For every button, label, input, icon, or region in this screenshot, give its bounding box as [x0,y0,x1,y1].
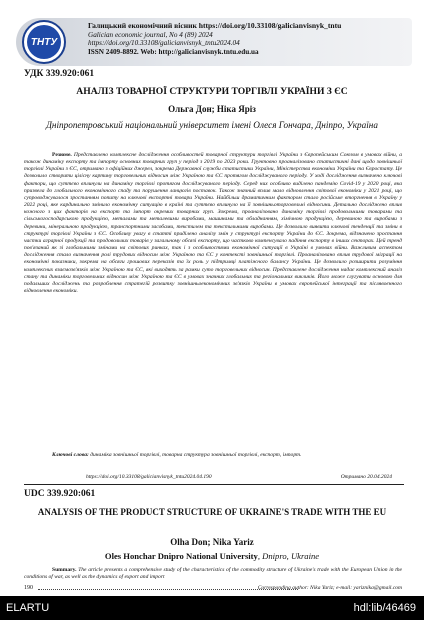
corresponding-author: Corresponding author: Nika Yariz; e-mail: yariznika@gmail.com [257,585,402,591]
ua-keywords [24,452,402,459]
en-title: ANALYSIS OF THE PRODUCT STRUCTURE OF UKRAINE'S TRADE WITH THE EU [37,507,387,517]
doi-line [24,474,402,482]
ua-title: АНАЛІЗ ТОВАРНОЇ СТРУКТУРИ ТОРГІВЛІ УКРАЇНИ З ЄС [76,86,348,97]
logo-mark: ТНТУ [27,25,61,59]
journal-logo [22,20,66,64]
udk-code: УДК 339.920:061 [24,69,95,79]
en-summary [24,567,402,581]
article-doi[interactable]: https://doi.org/10.33108/galicianvisnyk_tntu2024.04.190 [86,474,212,480]
abstract-label: Резюме. [52,152,72,158]
keywords-text: динаміка зовнішньої торгівлі, товарна структура зовнішньої торгівлі, експорт, імпорт. [90,452,302,458]
en-authors: Olha Don; Nika Yariz [170,537,254,547]
header-line-3[interactable]: https://doi.org/10.33108/galicianvisnyk_tntu2024.04 [88,39,240,48]
udc-code: UDC 339.920:061 [24,489,96,499]
page-footer [24,585,402,593]
en-affiliation [0,551,424,561]
ua-affiliation: Дніпропетровський національний університет імені Олеся Гончара, Дніпро, Україна [46,120,378,130]
handle-id: hdl:lib/46469 [353,602,416,614]
keywords-label: Ключові слова: [52,452,89,458]
en-affiliation-university: Oles Honchar Dnipro National University [104,551,258,561]
journal-header-text [88,22,408,56]
page-number: 190 [24,585,33,591]
repository-name: ELARTU [6,602,50,614]
summary-text: The article presents a comprehensive study of the characteristics of the commodity structure of Ukraine's trade with the European Union in the conditions of war, as well as the dynamics of export and import [24,567,402,581]
en-affiliation-place: , Dnipro, Ukraine [257,551,320,561]
section-divider [24,484,404,485]
ua-abstract [24,152,402,295]
summary-label: Summary. [52,567,77,573]
received-date: Отримано 20.04.2024 [340,474,392,480]
header-line-2: Galician economic journal, No 4 (89) 2024 [88,30,213,39]
bottom-bar [0,596,424,620]
abstract-text: Представлено комплексне дослідження особливостей товарної структури торгівлі України з Європейським Союзом в умовах війни, а також динаміку експорту та імпорту основних товарних груп у період з 2019 по 2023 роки. Грунтовно проаналізовано статистичні дані щодо зовнішньої торгівлі України з ЄС, отримано з офіційних джерел, зокрема Державної служби статистики України, Міністерства економіки України та Євростату. Це дозволило створити цілісну картину торговельних відносин між Україною та ЄС протягом досліджуваного періоду. У ході дослідження визначено ключові фактори, що суттєво вплинули на динаміку торгівлі протягом досліджуваного періоду. Серед них особливо виділено пандемію Covid-19 у 2020 році, яка призвела до глобального економічного спаду та порушення ланцюгів поставок. Також значний вплив мало відновлення світової економіки у 2021 році, що супроводжувалося зростанням попиту на ключові експортні товари України. Найбільш драматичним фактором стало російське вторгнення в Україну у 2022 році, яке кардинально змінило економічну ситуацію в країні та суттєво вплинуло на її зовнішньоторговельні відносини. Детально досліджено вплив кожного з цих факторів на експорт та імпорт окремих товарних груп. Зокрема, проаналізовано динаміку торгівлі продовольчими товарами та сільськогосподарською продукцією, металами та металевими виробами, машинами та обладнанням, хімічною продукцією, деревиною та виробами з деревини, мінеральною продукцією, транспортними засобами, текстилем та текстильними виробами. Це дозволило виявити ключові тенденції та зміни в структурі торгівлі України з ЄС. Особливу увагу в статті приділено аналізу змін у структурі експорту України до ЄС. Зокрема, відзначено зростання частки аграрної продукції та продовольчих товарів у загальному обсязі експорту, що частково компенсувало падіння експорту в інших секторах. Цей тренд пов'язаний як зі глобальними змінами на світових ринках, так і з особливостями економічної ситуації в Україні в умовах війни. Важливим аспектом дослідження стало визначення ролі трудових відносин між Україною та ЄС у контексті зовнішньої торгівлі. Проаналізовано вплив трудової міграції на економічні показники, зокрема на обсяги грошових переказів та їх роль у підтримці платіжного балансу України. Це дозволило розширити розуміння комплексних взаємозв'язків між Україною та ЄС, які виходять за рамки суто торговельних відносин. Представлене дослідження надає комплексний аналіз стану та динаміки торговельних відносин між Україною та ЄС в умовах значних глобальних та регіональних викликів. Його може слугувати основою для подальших досліджень та розроблення стратегій розвитку зовнішньоекономічних зв'язків України в умовах європейської інтеграції та післявоєнного відновлення економіки. [24,152,402,294]
header-line-4[interactable]: ISSN 2409-8892. Web: http://galicianvisnyk.tntu.edu.ua [88,47,259,56]
header-line-1[interactable]: Галицький економічний вісник https://doi.org/10.33108/galicianvisnyk_tntu [88,21,342,30]
ua-authors: Ольга Дон; Ніка Яріз [168,104,256,114]
